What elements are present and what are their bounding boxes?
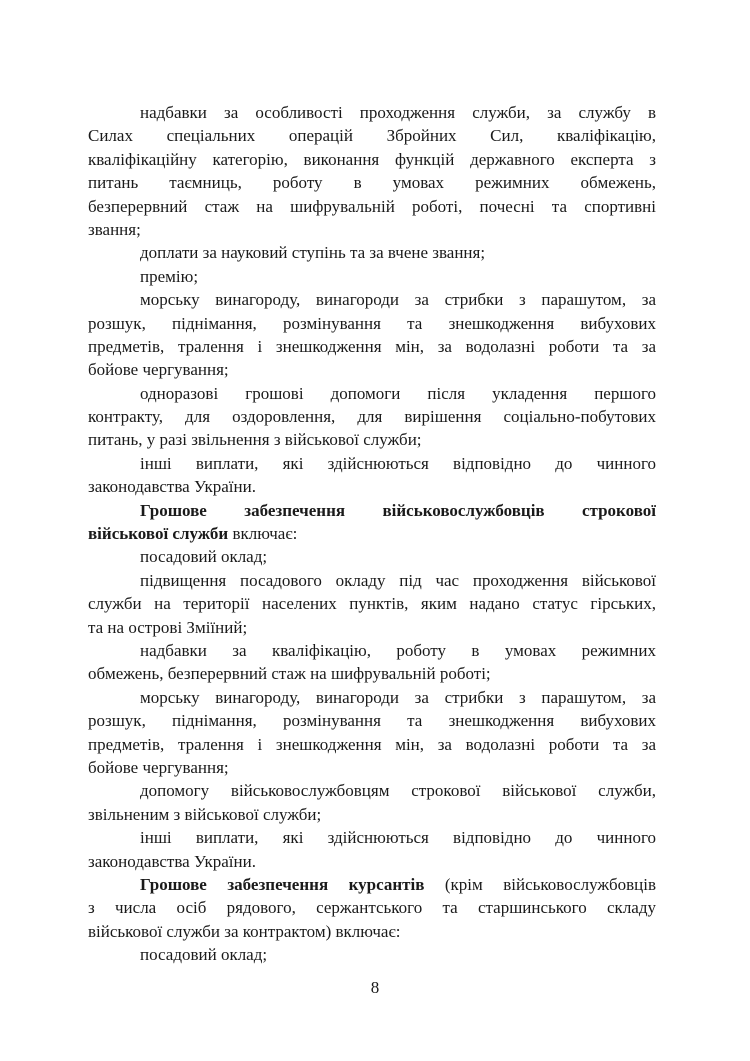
text-line: обмежень, безперервний стаж на шифрувальній роботі; [88,664,491,684]
text-line: посадовий оклад; [140,945,268,965]
paragraph-one-time-payments [88,382,656,452]
text-line: доплати за науковий ступінь та за вчене звання; [140,243,486,263]
paragraph-naval-rewards [88,288,656,382]
section-heading-rest: (крім військовослужбовців [424,874,656,894]
text-line: служби на території населених пунктів, яким надано статус гірських, [88,594,656,614]
text-line: одноразові грошові допомоги після укладення першого [140,383,656,403]
text-line: розшук, піднімання, розмінування та знешкодження вибухових [88,313,656,333]
text-line: питань таємниць, роботу в умовах режимних обмежень, [88,173,656,193]
text-line: з числа осіб рядового, сержантського та старшинського складу [88,898,656,918]
text-line: питань, у разі звільнення з військової служби; [88,430,422,450]
text-line: інші виплати, які здійснюються відповідно до чинного [140,828,656,848]
text-line: бойове чергування; [88,757,229,777]
paragraph-discharge-assistance [88,779,656,826]
text-line: надбавки за особливості проходження служби, за службу в [140,103,656,122]
text-line: премію; [140,266,199,286]
paragraph-other-payments-conscript [88,826,656,873]
text-line: посадовий оклад; [140,547,268,567]
section-heading-line [88,522,656,545]
section-heading-bold: Грошове забезпечення військовослужбовців строкової [140,500,656,520]
text-line: інші виплати, які здійснюються відповідно до чинного [140,453,656,473]
text-line: підвищення посадового окладу під час проходження військової [140,570,656,590]
text-line: контракту, для оздоровлення, для вирішення соціально-побутових [88,407,656,427]
text-line: предметів, тралення і знешкодження мін, за водолазні роботи та за [88,336,656,356]
text-line: надбавки за кваліфікацію, роботу в умовах режимних [140,640,656,660]
text-line: Силах спеціальних операцій Збройних Сил, кваліфікацію, [88,126,656,146]
text-line: звільненим з військової служби; [88,804,322,824]
text-line: предметів, тралення і знешкодження мін, за водолазні роботи та за [88,734,656,754]
paragraph-degree-supplements [88,241,656,264]
page-body-text [88,101,656,966]
text-line: та на острові Зміїний; [88,617,248,637]
section-heading-line [88,873,656,896]
section-heading-line [88,499,656,522]
paragraph-allowances [88,101,656,241]
paragraph-salary-increase [88,569,656,639]
text-line: кваліфікаційну категорію, виконання функцій державного експерта з [88,149,656,169]
paragraph-salary [88,545,656,568]
section-heading-bold: Грошове забезпечення курсантів [140,874,425,894]
text-line: морську винагороду, винагороди за стрибки з парашутом, за [140,687,656,707]
paragraph-other-payments [88,452,656,499]
page-number: 8 [370,978,380,997]
text-line: безперервний стаж на шифрувальній роботі, почесні та спортивні [88,196,656,216]
text-line: законодавства України. [88,477,256,497]
paragraph-naval-rewards-conscript [88,686,656,780]
section-conscript-pay [88,499,656,546]
paragraph-salary-cadet [88,943,656,966]
text-line: розшук, піднімання, розмінування та знешкодження вибухових [88,711,656,731]
text-line: допомогу військовослужбовцям строкової військової служби, [140,781,656,801]
section-heading-tail: включає: [228,524,298,544]
section-heading-bold: військової служби [88,524,229,544]
paragraph-qualification-allowances [88,639,656,686]
text-line: законодавства України. [88,851,256,871]
text-line: звання; [88,219,141,239]
paragraph-bonus [88,265,656,288]
text-line: бойове чергування; [88,360,229,380]
section-cadet-pay [88,873,656,943]
text-line: військової служби за контрактом) включає: [88,921,401,941]
text-line: морську винагороду, винагороди за стрибки з парашутом, за [140,290,656,310]
